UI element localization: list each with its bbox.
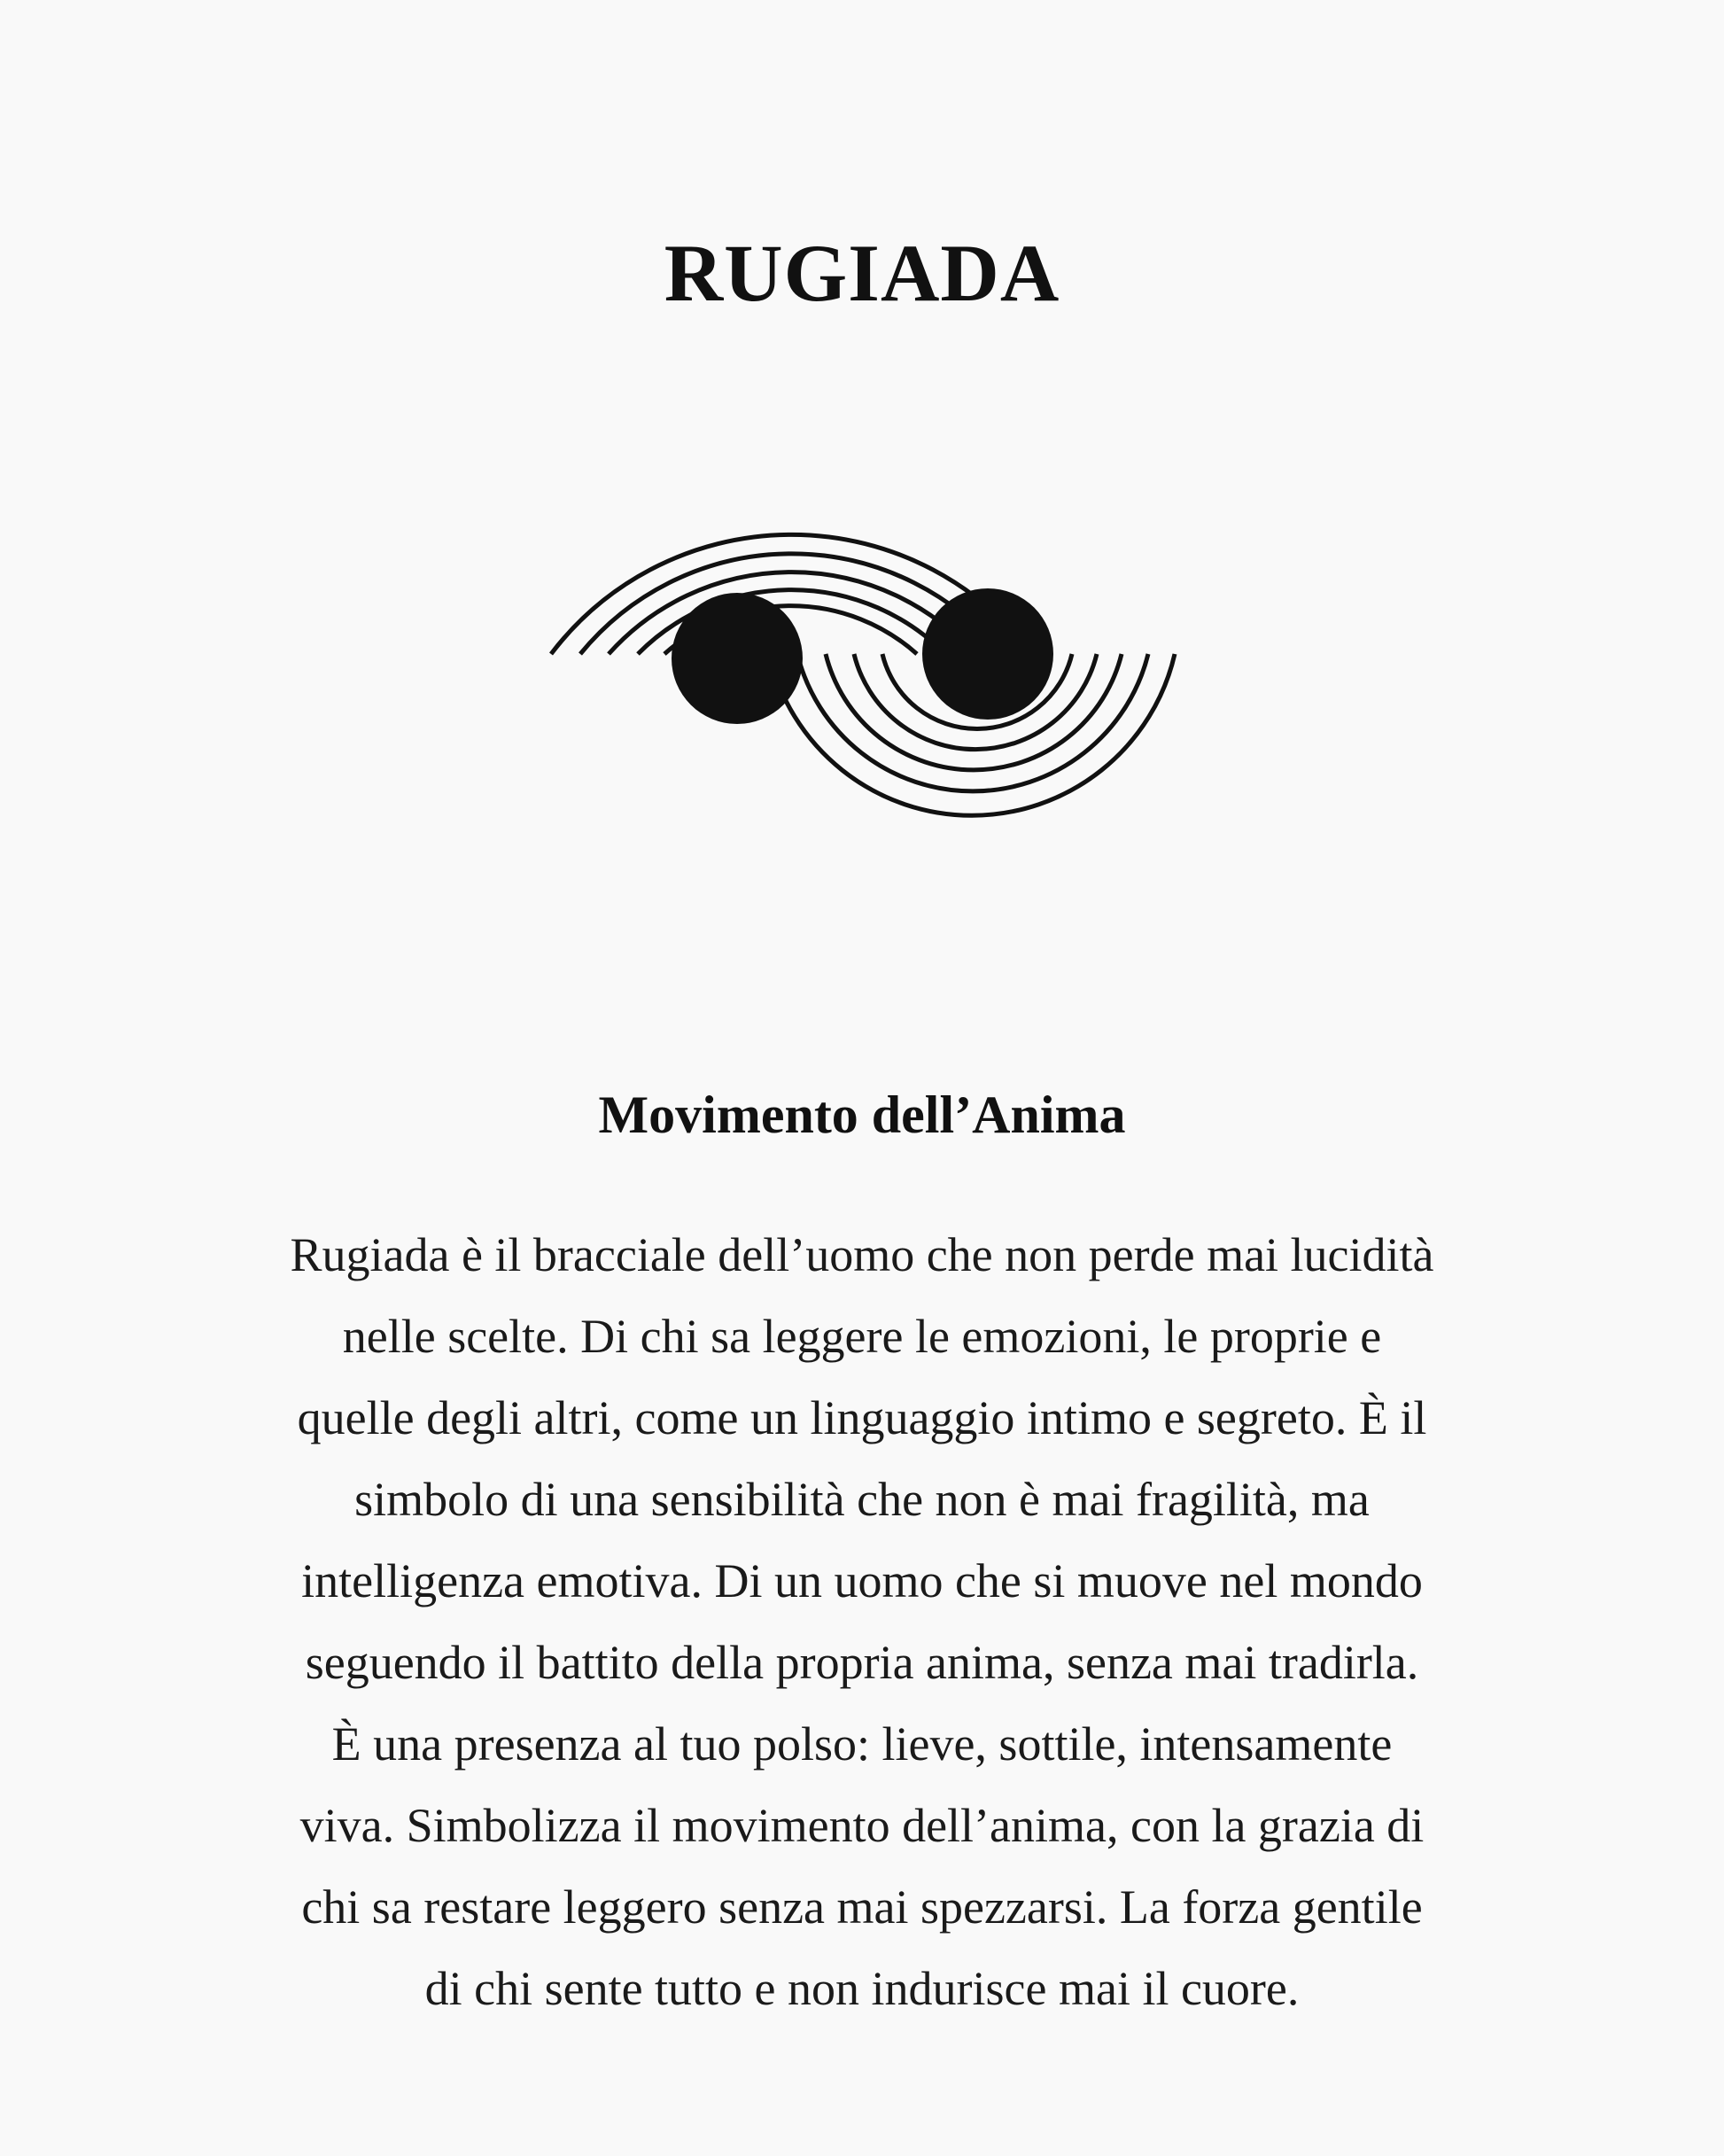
description-line: di chi sente tutto e non indurisce mai il cuore. — [424, 1962, 1300, 2015]
description-line: Rugiada è il bracciale dell’uomo che non perde mai lucidità — [290, 1228, 1434, 1281]
description-line: seguendo il battito della propria anima, senza mai tradirla. — [305, 1636, 1419, 1689]
page-title: RUGIADA — [664, 227, 1060, 318]
description-line: viva. Simbolizza il movimento dell’anima, con la grazia di — [299, 1799, 1425, 1852]
description-line: chi sa restare leggero senza mai spezzarsi. La forza gentile — [301, 1880, 1423, 1934]
section-subtitle: Movimento dell’Anima — [598, 1085, 1126, 1144]
description-line: simbolo di una sensibilità che non è mai fragilità, ma — [354, 1473, 1370, 1526]
description-line: intelligenza emotiva. Di un uomo che si muove nel mondo — [301, 1554, 1423, 1607]
description-paragraph — [177, 1214, 1547, 2029]
wave-circles-emblem-icon — [532, 461, 1187, 868]
description-line: nelle scelte. Di chi sa leggere le emozioni, le proprie e — [342, 1310, 1382, 1363]
description-line: quelle degli altri, come un linguaggio intimo e segreto. È il — [297, 1391, 1427, 1444]
description-line: È una presenza al tuo polso: lieve, sottile, intensamente — [331, 1717, 1393, 1771]
